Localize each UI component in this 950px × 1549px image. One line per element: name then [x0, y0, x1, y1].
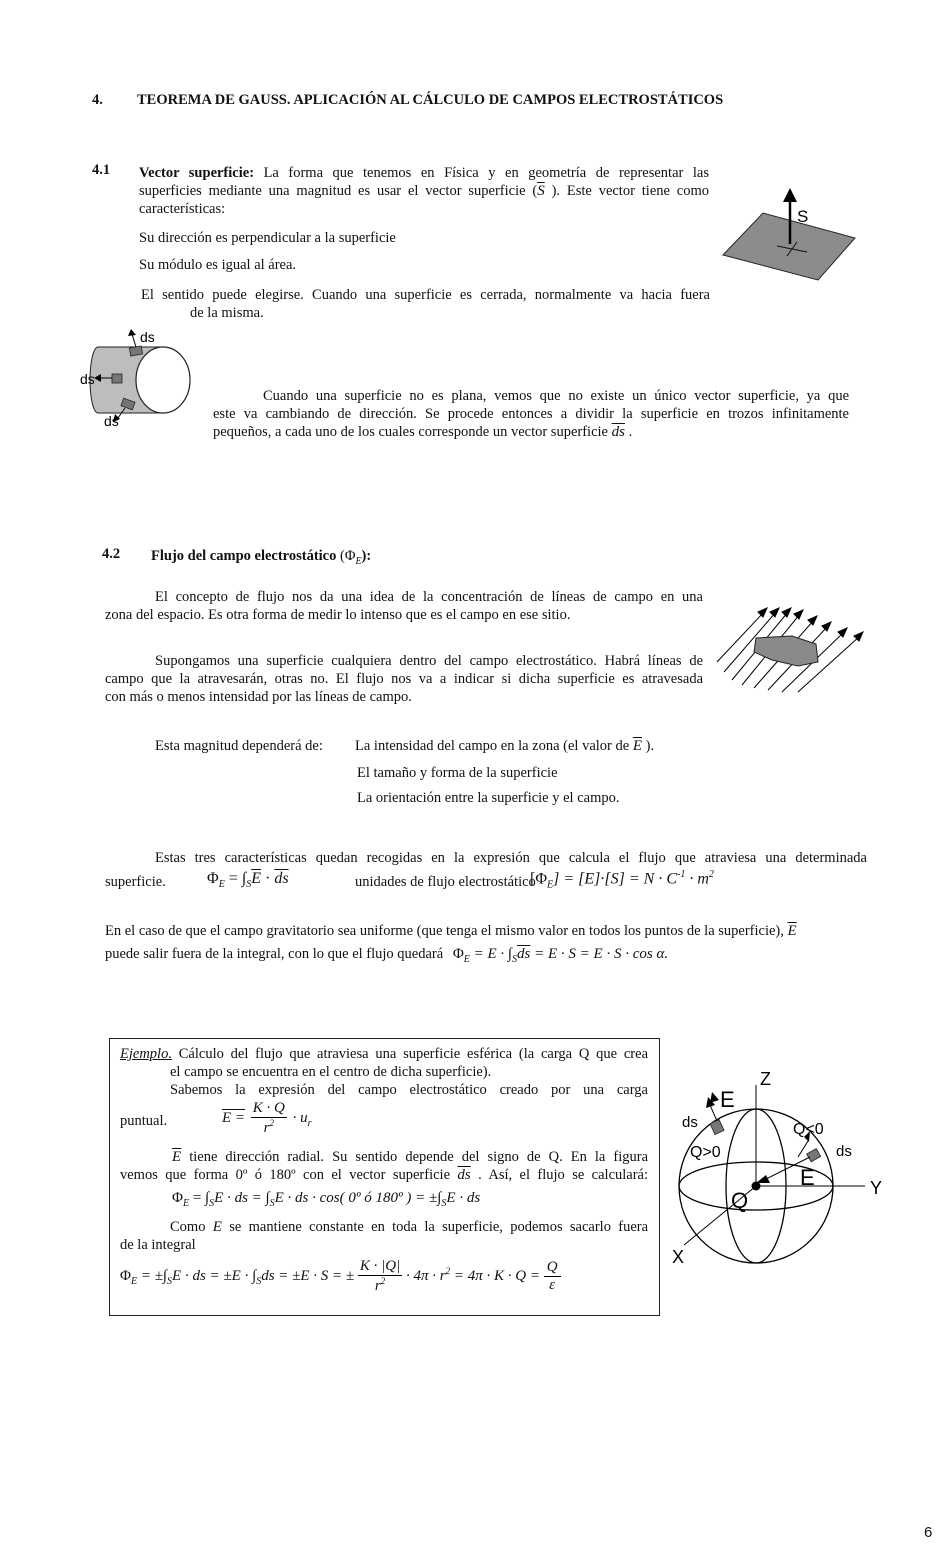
s41-line3: características: — [139, 201, 226, 217]
field-line-arrowhead — [794, 610, 803, 619]
gauss-fraction2-num: Q — [544, 1259, 561, 1277]
units-label: unidades de flujo electrostático — [355, 874, 536, 890]
vector-e-symbol-2: $\overline{E}$ — [787, 923, 797, 939]
dependency-1-text: La intensidad del campo en la zona (el valor de — [355, 738, 630, 754]
ds-vector-right — [798, 1141, 808, 1157]
flux-calc-e3: E · ds — [446, 1190, 481, 1206]
ds-arrow-top — [132, 334, 136, 347]
gauss-fraction2 — [544, 1259, 561, 1294]
flux-calc-e1: E · ds = ∫ — [214, 1190, 270, 1206]
e-vector-top — [710, 1105, 717, 1121]
field-fraction-num: K · Q — [252, 1100, 285, 1116]
example-line8: de la integral — [120, 1237, 196, 1253]
field-unit-vector: · u — [292, 1109, 308, 1126]
flux-title-text: Flujo del campo electrostático — [151, 548, 337, 564]
flux-formula-int-sub: S — [246, 879, 252, 891]
x-axis-label: X — [672, 1247, 685, 1267]
vector-s-symbol: $\overline{S}$ — [537, 183, 545, 199]
q-positive-label: Q>0 — [690, 1144, 721, 1161]
uniform-sub: E — [463, 954, 470, 965]
field-line-arrowhead — [822, 622, 831, 631]
property-sense-line1: El sentido puede elegirse. Cuando una superficie es cerrada, normalmente va hacia fuera — [141, 287, 710, 303]
units-exp1: -1 — [676, 869, 686, 880]
vector-ds-symbol: $\overline{ds}$ — [611, 424, 625, 440]
flux-formula-ds: $\overline{ds}$ — [274, 870, 289, 887]
uniform-int-sub: S — [512, 954, 518, 965]
field-fraction — [251, 1100, 287, 1137]
plane-s-label: S — [797, 207, 809, 226]
flux-calc-s3: S — [441, 1198, 447, 1209]
field-unit-sub: r — [307, 1117, 312, 1129]
flux-formula — [207, 870, 289, 890]
property-module: Su módulo es igual al área. — [139, 257, 297, 273]
y-axis-label: Y — [870, 1178, 883, 1198]
example-line6: vemos que forma 0º ó 180º con el vector superficie — [120, 1167, 451, 1183]
curved-line3: pequeños, a cada uno de los cuales corresponde un vector superficie — [213, 424, 608, 440]
flux-para2-line3: con más o menos intensidad por las líneas de campo. — [105, 689, 412, 705]
point-charge-field-formula — [222, 1100, 312, 1137]
s41-line2-end: ). Este vector tiene como — [551, 183, 710, 199]
units-formula — [530, 869, 714, 891]
flux-formula-dot: · — [265, 870, 271, 887]
plane-vector-figure — [715, 180, 865, 290]
dependency-2: El tamaño y forma de la superficie — [357, 765, 558, 781]
gauss-e: · 4π · r — [406, 1267, 446, 1284]
ds-label-bottom: ds — [104, 413, 119, 429]
dependency-lead: Esta magnitud dependerá de: — [155, 738, 323, 754]
example-line4: puntual. — [120, 1113, 168, 1129]
ds-patch-left — [112, 374, 122, 383]
gauss-int1: = ±∫ — [140, 1267, 168, 1284]
flux-calc-e2: E · ds · cos( 0º ó 180º ) = ±∫ — [274, 1190, 442, 1206]
s41-line1: La forma que tenemos en Física y en geometría de representar las — [263, 165, 709, 181]
cylinder-figure — [78, 325, 198, 435]
gauss-f: = 4π · K · Q = — [453, 1267, 540, 1284]
flux-formula-e: $\overline{E}$ — [251, 870, 261, 887]
flux-calc-sub: E — [182, 1198, 190, 1209]
arbitrary-surface — [754, 636, 818, 666]
ds-patch-top — [129, 346, 142, 356]
dependency-1 — [355, 737, 654, 755]
flux-title-sub: E — [355, 555, 362, 567]
field-line-arrowhead — [758, 608, 767, 617]
flux-formula-phi: Φ — [207, 870, 219, 887]
example-line7: Como — [170, 1219, 206, 1235]
e-label-top: E — [720, 1087, 735, 1112]
uniform-ds: $\overline{ds}$ — [517, 946, 531, 962]
flux-calc-s1: S — [209, 1198, 215, 1209]
flux-para3-line2: superficie. — [105, 874, 166, 890]
flux-para1-line1: El concepto de flujo nos da una idea de la concentración de líneas de campo en una — [155, 589, 703, 605]
section-number: 4. — [92, 92, 103, 108]
dependency-1-end: ). — [645, 738, 655, 754]
flux-para2-line2: campo que la atravesarán, otras no. El flujo nos va a indicar si dicha superficie es atravesada — [105, 671, 703, 687]
field-line-arrowhead — [808, 616, 817, 625]
flux-para2 — [105, 652, 703, 706]
subsection-number-4-2: 4.2 — [102, 546, 121, 562]
example-line7-rest: se mantiene constante en toda la superficie, podemos sacarlo fuera — [229, 1219, 649, 1235]
example-line5: tiene dirección radial. Su sentido depende del signo de Q. En la figura — [189, 1149, 649, 1165]
ds-patch-left — [710, 1119, 724, 1134]
ds-arrowhead-top — [128, 329, 136, 336]
uniform-field-paragraph — [105, 922, 867, 969]
field-line-arrowhead — [770, 608, 779, 617]
cylinder-end — [136, 347, 190, 413]
units-rest: ] = [E]·[S] = N · C — [553, 870, 677, 888]
gauss-c: E · ds = ±E · ∫ — [172, 1267, 257, 1284]
e-label-mid: E — [800, 1165, 815, 1190]
ds-label-right: ds — [836, 1143, 852, 1160]
flux-calc-formula — [172, 1190, 480, 1209]
q-negative-label: Q<0 — [793, 1121, 824, 1138]
curved-line3-end: . — [628, 424, 633, 440]
field-line-arrowhead — [838, 628, 847, 637]
subsection-number-4-1: 4.1 — [92, 162, 111, 178]
q-center-label: Q — [731, 1188, 749, 1213]
field-fraction-exp: 2 — [269, 1118, 275, 1128]
uniform-phi: Φ — [452, 946, 464, 962]
example-e-symbol: $\overline{E}$ — [172, 1149, 182, 1165]
flux-formula-sub: E — [218, 879, 225, 891]
uniform-line2: puede salir fuera de la integral, con lo que el flujo quedará — [105, 946, 444, 962]
ds-patch-right — [807, 1149, 821, 1162]
property-direction: Su dirección es perpendicular a la superficie — [139, 230, 396, 246]
example-text — [120, 1045, 648, 1099]
curved-line1: Cuando una superficie no es plana, vemos que no existe un único vector superficie, ya que — [263, 388, 849, 404]
flux-para1-line2: zona del espacio. Es otra forma de medir lo intenso que es el campo en ese sitio. — [105, 607, 571, 623]
flux-para1 — [105, 588, 703, 624]
page-number: 6 — [924, 1524, 933, 1541]
field-lines-figure — [712, 600, 872, 695]
gauss-e-exp: 2 — [445, 1265, 451, 1276]
gauss-fraction1-den: r — [374, 1278, 381, 1294]
gauss-fraction2-den: ε — [549, 1277, 556, 1293]
gauss-fraction1-num: K · |Q| — [359, 1258, 401, 1274]
flux-para3-line1: Estas tres características quedan recogidas en la expresión que calcula el flujo que atraviesa una determinada — [155, 850, 867, 866]
field-fraction-den: r — [263, 1120, 270, 1136]
units-sub: E — [547, 879, 554, 891]
field-formula-lhs: E = — [222, 1109, 246, 1126]
units-m: · m — [685, 870, 709, 888]
gauss-result-formula — [120, 1258, 561, 1295]
dependency-3: La orientación entre la superficie y el campo. — [357, 790, 620, 806]
gauss-fraction1-exp: 2 — [380, 1276, 386, 1286]
flux-calc-phi: Φ — [172, 1190, 183, 1206]
page-title: TEOREMA DE GAUSS. APLICACIÓN AL CÁLCULO DE CAMPOS ELECTROSTÁTICOS — [137, 92, 724, 108]
gauss-phi: Φ — [120, 1267, 131, 1284]
flux-formula-integral: = ∫ — [228, 870, 247, 887]
uniform-rest: = E · ∫ — [473, 946, 513, 962]
s41-paragraph — [139, 164, 709, 218]
z-axis-label: Z — [760, 1069, 771, 1089]
e-vector-inward-head — [756, 1175, 770, 1183]
gauss-sub: E — [130, 1275, 138, 1287]
example-line7-e: E — [212, 1219, 222, 1235]
units-phi: [Φ — [530, 870, 548, 888]
field-line-arrowhead — [782, 608, 791, 617]
gauss-fraction1 — [358, 1258, 402, 1295]
flux-title-symbol: (Φ — [340, 548, 356, 564]
e-vector-top-head2 — [710, 1092, 719, 1103]
uniform-line1: En el caso de que el campo gravitatorio sea uniforme (que tenga el mismo valor en todos los puntos de la superficie), — [105, 923, 784, 939]
example-lead: Ejemplo. — [120, 1046, 172, 1062]
sphere-figure — [670, 1065, 900, 1275]
gauss-s1: S — [167, 1275, 173, 1287]
subsection-title-4-2 — [151, 547, 371, 571]
example-line1: Cálculo del flujo que atraviesa una superficie esférica (la carga Q que crea — [178, 1046, 649, 1062]
example-line3: Sabemos la expresión del campo electrostático creado por una carga — [170, 1082, 648, 1098]
gauss-s2: S — [256, 1275, 262, 1287]
gauss-d: ds = ±E · S = ± — [261, 1267, 355, 1284]
ds-label-left: ds — [80, 371, 95, 387]
example-ds-symbol: $\overline{ds}$ — [457, 1167, 471, 1183]
flux-calc-s2: S — [269, 1198, 275, 1209]
flux-calc-int1: = ∫ — [192, 1190, 210, 1206]
uniform-formula — [452, 946, 669, 965]
s41-lead: Vector superficie: — [139, 165, 255, 181]
example-constant — [120, 1218, 648, 1254]
ds-label-left: ds — [682, 1114, 698, 1131]
example-line2: el campo se encuentra en el centro de dicha superficie). — [170, 1064, 492, 1080]
curved-line2: este va cambiando de dirección. Se procede entonces a dividir la superficie en trozos infinitamente — [213, 406, 849, 422]
vector-s-arrowhead — [783, 188, 797, 202]
uniform-end: = E · S = E · S · cos α. — [534, 946, 669, 962]
example-line6-end: . Así, el flujo se calculará: — [478, 1167, 649, 1183]
vector-e-symbol: $\overline{E}$ — [632, 738, 642, 754]
flux-title-end: ): — [361, 548, 372, 564]
units-exp2: 2 — [708, 869, 714, 880]
ds-label-top: ds — [140, 329, 155, 345]
curved-surface-paragraph — [213, 387, 849, 441]
example-radial — [120, 1148, 648, 1184]
property-sense — [141, 286, 710, 322]
s41-line2: superficies mediante una magnitud es usar el vector superficie ( — [139, 183, 538, 199]
field-line — [717, 612, 764, 662]
property-sense-line2: de la misma. — [190, 305, 264, 321]
flux-para2-line1: Supongamos una superficie cualquiera dentro del campo electrostático. Habrá líneas de — [155, 653, 703, 669]
